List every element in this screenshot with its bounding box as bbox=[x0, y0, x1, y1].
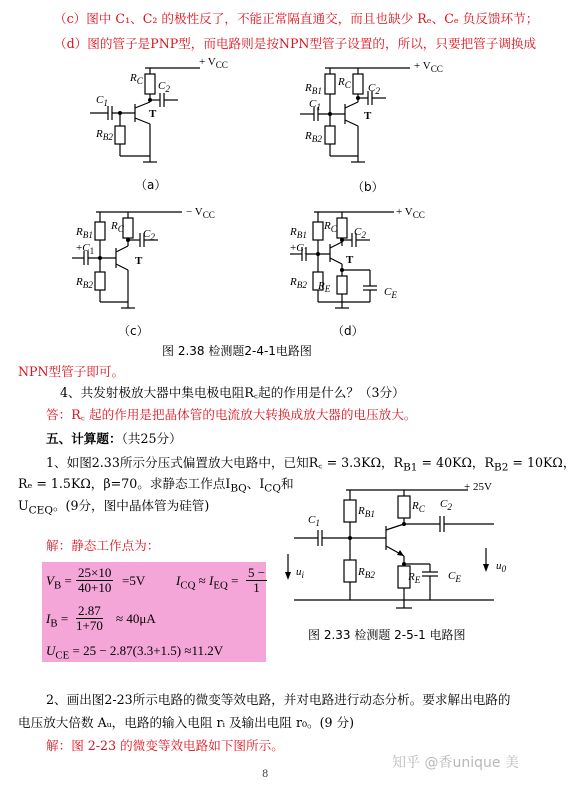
figure-caption-233: 图 2.33 检测题 2-5-1 电路图 bbox=[308, 628, 466, 642]
rc-label-a: $R_C$ bbox=[130, 72, 143, 87]
rb1-label-233: $R_{B1}$ bbox=[358, 505, 375, 520]
rb2-label-d: $R_{B2}$ bbox=[290, 276, 307, 291]
rb1-label-c: $R_{B1}$ bbox=[76, 226, 93, 241]
circuit-diagram-233 bbox=[278, 484, 528, 614]
figure-caption-238: 图 2.38 检测题2-4-1电路图 bbox=[162, 344, 312, 358]
page-number: 8 bbox=[262, 769, 269, 780]
ieq-fraction: $\frac{5 -}{1}$ bbox=[248, 565, 266, 595]
question-5-1-line3: $U_{CEQ}$。(9分，图中晶体管为硅管) bbox=[18, 498, 210, 517]
vb-result: =5V bbox=[122, 573, 146, 588]
c1-label-233: $C_1$ bbox=[308, 514, 320, 529]
rb2-label-a: $R_{B2}$ bbox=[96, 128, 113, 143]
question-5-2-line1: 2、画出图2-23所示电路的微变等效电路，并对电路进行动态分析。要求解出电路的 bbox=[46, 692, 511, 707]
re-label-233: $R_E$ bbox=[408, 571, 421, 586]
vb-fraction: $\frac{25\times 10}{40+10}$ bbox=[78, 565, 112, 595]
answer-c-line: （c）图中 C₁、C₂ 的极性反了，不能正常隔直通交，而且也缺少 Rₑ、Cₑ 负反馈环节； bbox=[54, 11, 539, 26]
vcc-label-233: + 25V bbox=[464, 481, 492, 493]
rb2-label-b: $R_{B2}$ bbox=[305, 130, 322, 145]
c1-label-d: $+C_1$ bbox=[290, 242, 309, 257]
npn-line: NPN型管子即可。 bbox=[18, 364, 125, 379]
answer-5-2: 解：图 2-23 的微变等效电路如下图所示。 bbox=[46, 738, 284, 753]
subfigure-c-label: （c） bbox=[118, 324, 149, 338]
circuit-diagram-c bbox=[72, 204, 222, 324]
rc-label-c: $R_C$ bbox=[111, 220, 124, 235]
ce-label-233: $C_E$ bbox=[448, 570, 461, 585]
c1-label-b: $C_1$ bbox=[309, 98, 321, 113]
t-label-d: T bbox=[346, 254, 354, 266]
subfigure-b-label: （b） bbox=[352, 180, 384, 194]
question-5-1-line1: 1、如图2.33所示分压式偏置放大电路中，已知R꜀ = 3.3KΩ，$R_{B1} = 40K\Omega$，$R_{B2} = 10K\Omega$， bbox=[46, 455, 575, 474]
rb1-label-d: $R_{B1}$ bbox=[290, 226, 307, 241]
c1-label-a: $C_1$ bbox=[96, 94, 108, 109]
subfigure-a-label: （a） bbox=[135, 178, 167, 192]
vcc-label-d: + $V_{CC}$ bbox=[396, 206, 425, 221]
circuit-diagram-b bbox=[300, 60, 450, 180]
question-4: 4、共发射极放大器中集电极电阻R꜀起的作用是什么？（3分） bbox=[60, 385, 405, 400]
answer-4: 答：R꜀ 起的作用是把晶体管的电流放大转换成放大器的电压放大。 bbox=[46, 407, 417, 422]
ib-fraction: $\frac{2.87}{1+70}$ bbox=[76, 603, 103, 633]
t-label-c: T bbox=[135, 255, 143, 267]
c1-label-c: $+C_1$ bbox=[76, 242, 95, 257]
subfigure-d-label: （d） bbox=[332, 324, 364, 338]
solution-label: 解：静态工作点为： bbox=[46, 538, 160, 553]
uo-label-233: $u_0$ bbox=[496, 560, 507, 575]
ib-formula-lhs: $I_B$ = bbox=[46, 611, 69, 630]
ib-result: ≈ 40μA bbox=[116, 611, 156, 626]
section-5-heading: 五、计算题：（共25分） bbox=[46, 431, 182, 446]
vcc-label-b: + $V_{CC}$ bbox=[414, 60, 443, 75]
ce-label-d: $C_E$ bbox=[384, 286, 397, 301]
vb-formula-lhs: $V_B$ = bbox=[46, 573, 72, 592]
icq-formula: $I_{CQ} \approx I_{EQ}$ = bbox=[176, 573, 239, 592]
circuit-diagram-d bbox=[290, 204, 440, 324]
rb1-label-b: $R_{B1}$ bbox=[305, 82, 322, 97]
question-5-1-line2: Rₑ = 1.5KΩ，β=70。求静态工作点$I_{BQ}$、$I_{CQ}$和 bbox=[18, 476, 294, 495]
re-label-d: $R_E$ bbox=[318, 280, 331, 295]
rb2-label-c: $R_{B2}$ bbox=[76, 276, 93, 291]
t-label-b: T bbox=[364, 110, 372, 122]
c2-label-233: $C_2$ bbox=[440, 498, 452, 513]
rb2-label-233: $R_{B2}$ bbox=[358, 566, 375, 581]
uce-formula: $U_{CE} = 25 - 2.87(3.3+1.5) \approx 11.2V$ bbox=[46, 643, 224, 662]
c2-label-d: $C_2$ bbox=[354, 226, 366, 241]
circuit-diagram-a bbox=[90, 60, 240, 180]
rc-label-233: $R_C$ bbox=[412, 500, 425, 515]
rc-label-d: $R_C$ bbox=[324, 220, 337, 235]
ui-label-233: $u_i$ bbox=[296, 566, 305, 581]
c2-label-c: $C_2$ bbox=[143, 228, 155, 243]
t-label-a: T bbox=[149, 108, 157, 120]
vcc-label-c: − $V_{CC}$ bbox=[186, 206, 215, 221]
vcc-label-a: + $V_{CC}$ bbox=[199, 56, 228, 71]
c2-label-a: $C_2$ bbox=[158, 80, 170, 95]
answer-d-line: （d）图的管子是PNP型，而电路则是按NPN型管子设置的，所以，只要把管子调换成 bbox=[54, 36, 537, 51]
zhihu-watermark: 知乎 @香unique 美 bbox=[392, 755, 519, 771]
rc-label-b: $R_C$ bbox=[338, 76, 351, 91]
c2-label-b: $C_2$ bbox=[368, 82, 380, 97]
question-5-2-line2: 电压放大倍数 Aᵤ，电路的输入电阻 rᵢ 及输出电阻 r₀。(9 分) bbox=[18, 715, 355, 730]
